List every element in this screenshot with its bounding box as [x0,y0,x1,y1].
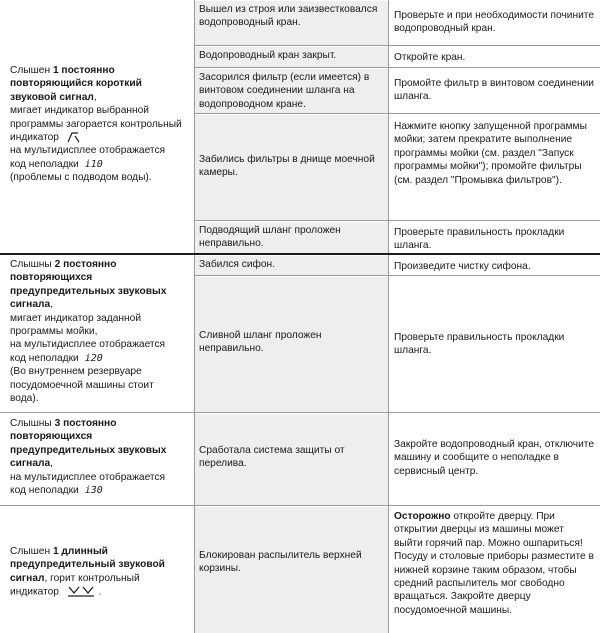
symptom-text: Слышен [10,65,51,76]
fix-cell: Промойте фильтр в винтовом соединении шланга. [394,78,594,103]
row-divider [194,113,600,114]
cause-cell: Забились фильтры в днище моечной камеры. [195,115,388,220]
symptom-signal: 1 постоянно повторяющийся короткий звуковой сигнал [10,65,142,103]
fix-cell: Произведите чистку сифона. [394,261,531,272]
cause-cell: Водопроводный кран закрыт. [195,47,388,67]
cause-cell: Вышел из строя или заизвестковался водопроводный кран. [195,1,388,45]
symptom-text: мигает индикатор выбранной программы загорается контрольный индикатор [10,105,182,144]
symptom-signal: 3 постоянно повторяющихся предупредительных звуковых сигнала [10,418,167,470]
program-indicator-icon [66,131,82,143]
fix-cell: Проверьте и при необходимости почините водопроводный кран. [394,10,595,35]
error-code: i30 [84,485,103,497]
symptom-text: Слышны [10,418,52,429]
fix-cell: Проверьте правильность прокладки шланга. [394,227,565,252]
symptom-text: на мультидисплее отображается код неполадки [10,471,166,497]
group-divider [0,412,600,413]
symptom-text: , [50,458,53,470]
fix-cell: Проверьте правильность прокладки шланга. [394,332,565,357]
symptom-signal: 2 постоянно повторяющихся предупредительных звуковых сигнала [10,259,167,311]
cause-cell: Сработала система защиты от перелива. [195,414,388,505]
symptom-text: Слышны [10,259,52,270]
group-divider [0,505,600,506]
cause-cell: Забился сифон. [195,256,388,275]
spray-arm-indicator-icon [66,585,96,599]
symptom-cell [0,258,188,405]
fix-cell: Закройте водопроводный кран, отключите машину и сообщите о неполадке в сервисный центр. [394,439,595,477]
symptom-text: мигает индикатор заданной программы мойки, [10,312,142,338]
fix-cell: Нажмите кнопку запущенной программы мойки; затем прекратите выполнение программы мойки (см. раздел "Запуск программы мойки"); промойте фильтры (см. раздел "Промывка фильтров"). [394,121,587,186]
cause-cell: Засорился фильтр (если имеется) в винтовом соединении шланга на водопроводном кране. [195,69,388,113]
symptom-text: Слышен [10,546,51,557]
error-code: i10 [84,158,103,170]
symptom-cell [0,64,188,185]
error-code: i20 [84,352,103,364]
symptom-text: (проблемы с подводом воды). [10,172,152,184]
fix-cell [389,508,600,619]
symptom-text: на мультидисплее отображается код неполадки [10,145,166,170]
symptom-text: на мультидисплее отображается код неполадки [10,339,166,364]
symptom-cell: Слышен 1 длинный предупредительный звуковой сигнал, горит контрольный индикатор . [10,546,165,598]
symptom-text: , горит контрольный индикатор [10,572,140,598]
row-divider [194,220,600,221]
symptom-text: , [50,299,53,311]
cause-cell: Сливной шланг проложен неправильно. [195,277,388,412]
symptom-cell [0,417,188,497]
row-divider [194,67,600,68]
fix-cell: Откройте кран. [394,52,466,63]
symptom-signal: 1 длинный предупредительный звуковой сигнал [10,546,165,584]
symptom-text: (Во внутреннем резервуаре посудомоечной машины стоит вода). [10,366,154,405]
warning-label: Осторожно [394,511,451,522]
row-divider [194,45,600,46]
symptom-text: , [93,91,97,103]
fix-text: откройте дверцу. При открытии дверцы из машины может выйти горячий пар. Можно ошпариться! Посуду и столовые приборы разместите в нижней корзине таким образом, чтобы средний распылитель мог свободно вращаться. Закройте дверцу посудомоечной машины. [394,511,594,616]
cause-cell: Подводящий шланг проложен неправильно. [195,222,388,253]
cause-cell: Блокирован распылитель верхней корзины. [195,507,388,633]
